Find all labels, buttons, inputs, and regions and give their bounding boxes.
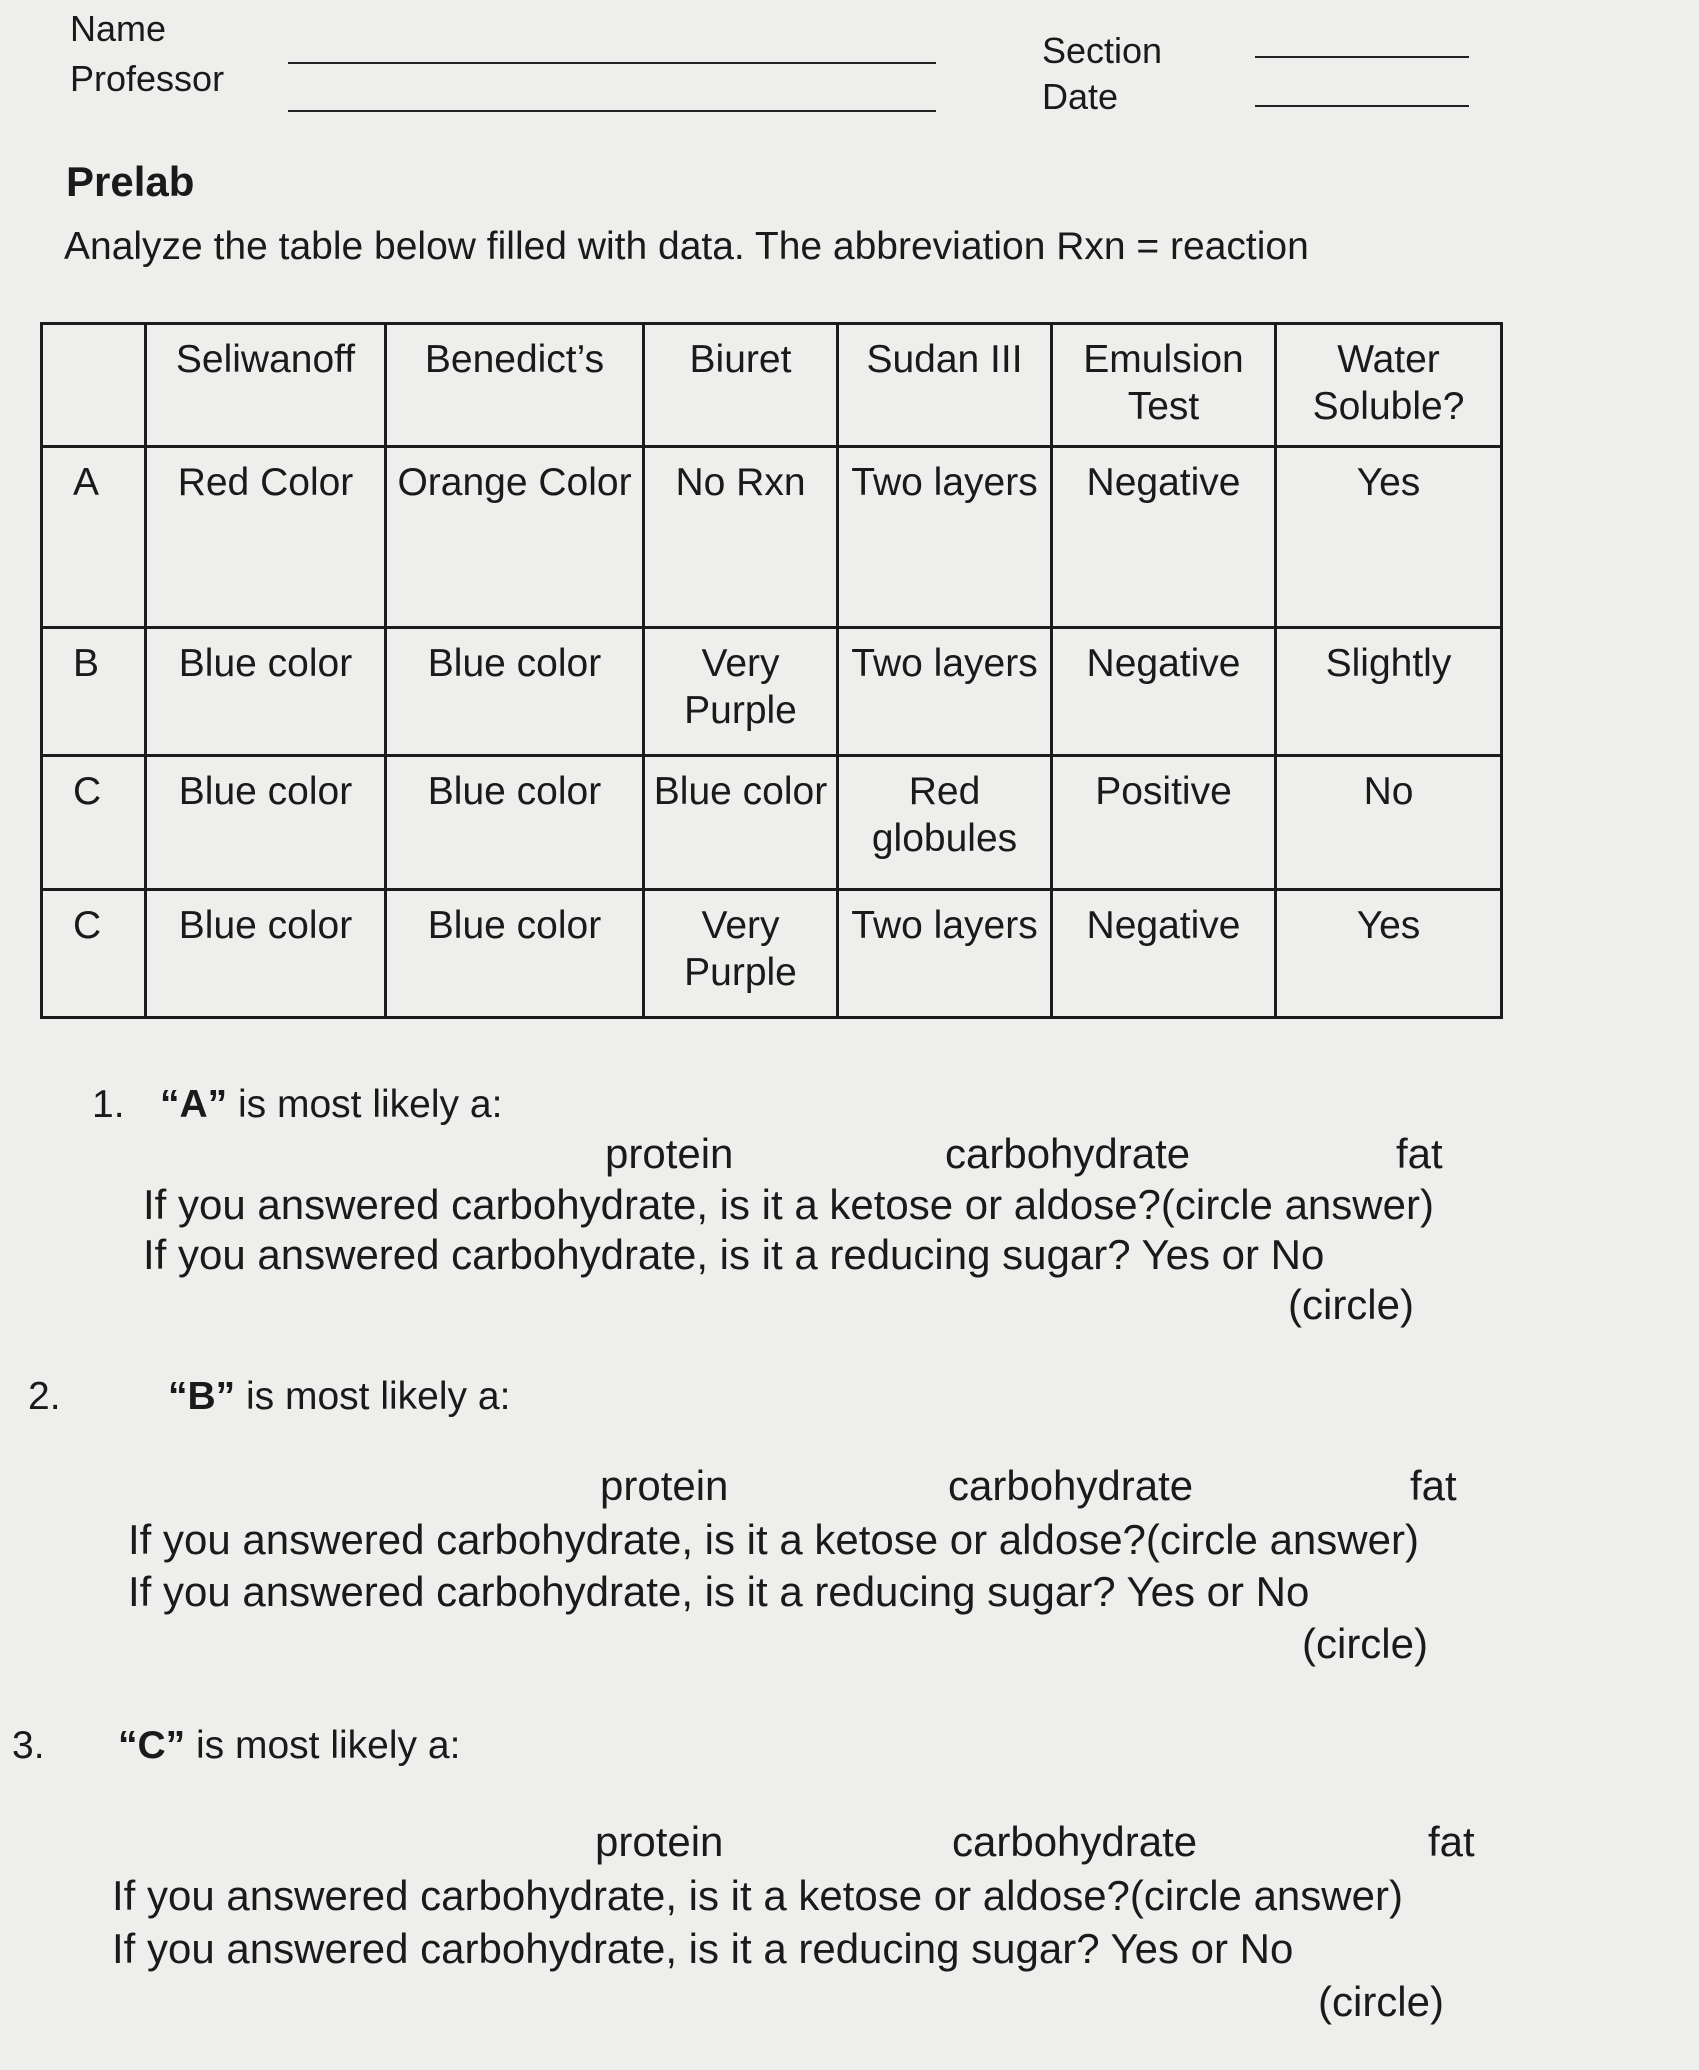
professor-label: Professor	[70, 58, 225, 99]
row-label: C	[42, 890, 146, 1018]
circle-instruction: (circle)	[1318, 1978, 1444, 2025]
table-cell: Negative	[1052, 890, 1276, 1018]
choice-fat[interactable]: fat	[1428, 1818, 1475, 1865]
professor-field[interactable]	[288, 110, 936, 112]
table-cell: Two layers	[838, 890, 1052, 1018]
table-row	[42, 756, 1502, 890]
table-cell: Two layers	[838, 447, 1052, 628]
table-cell: Blue color	[146, 890, 386, 1018]
question-number: 1.	[92, 1083, 125, 1126]
choice-protein[interactable]: protein	[595, 1818, 724, 1865]
question-number: 3.	[12, 1724, 45, 1767]
name-label: Name	[70, 8, 167, 49]
table-row	[42, 628, 1502, 756]
question-text: is most likely a:	[227, 1083, 503, 1126]
name-field[interactable]	[288, 62, 936, 64]
table-cell: Negative	[1052, 628, 1276, 756]
choice-carbohydrate[interactable]: carbohydrate	[952, 1818, 1198, 1865]
table-cell: Red globules	[838, 756, 1052, 890]
results-table	[40, 322, 1503, 1019]
table-header-row	[42, 324, 1502, 447]
table-cell: Two layers	[838, 628, 1052, 756]
prelab-title: Prelab	[66, 158, 195, 205]
table-cell: Blue color	[644, 756, 838, 890]
table-cell: Blue color	[146, 756, 386, 890]
table-row	[42, 447, 1502, 628]
table-cell: Yes	[1276, 890, 1502, 1018]
circle-instruction: (circle)	[1302, 1620, 1428, 1667]
table-cell: Positive	[1052, 756, 1276, 890]
row-label: B	[42, 628, 146, 756]
date-label: Date	[1042, 76, 1119, 117]
table-cell: Negative	[1052, 447, 1276, 628]
table-header-cell: Water Soluble?	[1276, 324, 1502, 447]
row-label: C	[42, 756, 146, 890]
question-prompt	[118, 1724, 460, 1768]
table-header-cell	[42, 324, 146, 447]
table-header-cell: Benedict’s	[386, 324, 644, 447]
choice-carbohydrate[interactable]: carbohydrate	[948, 1462, 1194, 1509]
choice-fat[interactable]: fat	[1396, 1130, 1443, 1177]
table-cell: Blue color	[146, 628, 386, 756]
row-label: A	[42, 447, 146, 628]
question-prompt	[168, 1375, 510, 1419]
circle-instruction: (circle)	[1288, 1281, 1414, 1328]
table-row	[42, 890, 1502, 1018]
question-subject: “A”	[160, 1083, 228, 1126]
question-prompt	[160, 1083, 502, 1127]
ketose-aldose-question: If you answered carbohydrate, is it a ketose or aldose?(circle answer)	[128, 1516, 1419, 1563]
table-cell: Red Color	[146, 447, 386, 628]
table-header-cell: Emulsion Test	[1052, 324, 1276, 447]
reducing-sugar-question: If you answered carbohydrate, is it a reducing sugar? Yes or No	[112, 1925, 1294, 1972]
table-cell: Blue color	[386, 628, 644, 756]
table-header-cell: Seliwanoff	[146, 324, 386, 447]
choice-carbohydrate[interactable]: carbohydrate	[945, 1130, 1191, 1177]
question-number: 2.	[28, 1375, 61, 1418]
prelab-instructions: Analyze the table below filled with data. The abbreviation Rxn = reaction	[64, 225, 1309, 268]
table-cell: Orange Color	[386, 447, 644, 628]
ketose-aldose-question: If you answered carbohydrate, is it a ketose or aldose?(circle answer)	[112, 1872, 1403, 1919]
choice-fat[interactable]: fat	[1410, 1462, 1457, 1509]
section-field[interactable]	[1255, 56, 1469, 58]
choice-protein[interactable]: protein	[600, 1462, 729, 1509]
date-field[interactable]	[1255, 105, 1469, 107]
section-label: Section	[1042, 30, 1163, 71]
table-cell: Blue color	[386, 890, 644, 1018]
reducing-sugar-question: If you answered carbohydrate, is it a reducing sugar? Yes or No	[128, 1568, 1310, 1615]
ketose-aldose-question: If you answered carbohydrate, is it a ketose or aldose?(circle answer)	[143, 1181, 1434, 1228]
table-cell: Slightly	[1276, 628, 1502, 756]
question-subject: “B”	[168, 1375, 236, 1418]
choice-protein[interactable]: protein	[605, 1130, 734, 1177]
table-cell: Very Purple	[644, 628, 838, 756]
question-subject: “C”	[118, 1724, 186, 1767]
reducing-sugar-question: If you answered carbohydrate, is it a reducing sugar? Yes or No	[143, 1231, 1325, 1278]
question-text: is most likely a:	[185, 1724, 461, 1767]
table-cell: Blue color	[386, 756, 644, 890]
table-cell: Yes	[1276, 447, 1502, 628]
table-header-cell: Sudan III	[838, 324, 1052, 447]
question-text: is most likely a:	[235, 1375, 511, 1418]
table-cell: No	[1276, 756, 1502, 890]
table-cell: No Rxn	[644, 447, 838, 628]
table-cell: Very Purple	[644, 890, 838, 1018]
table-header-cell: Biuret	[644, 324, 838, 447]
